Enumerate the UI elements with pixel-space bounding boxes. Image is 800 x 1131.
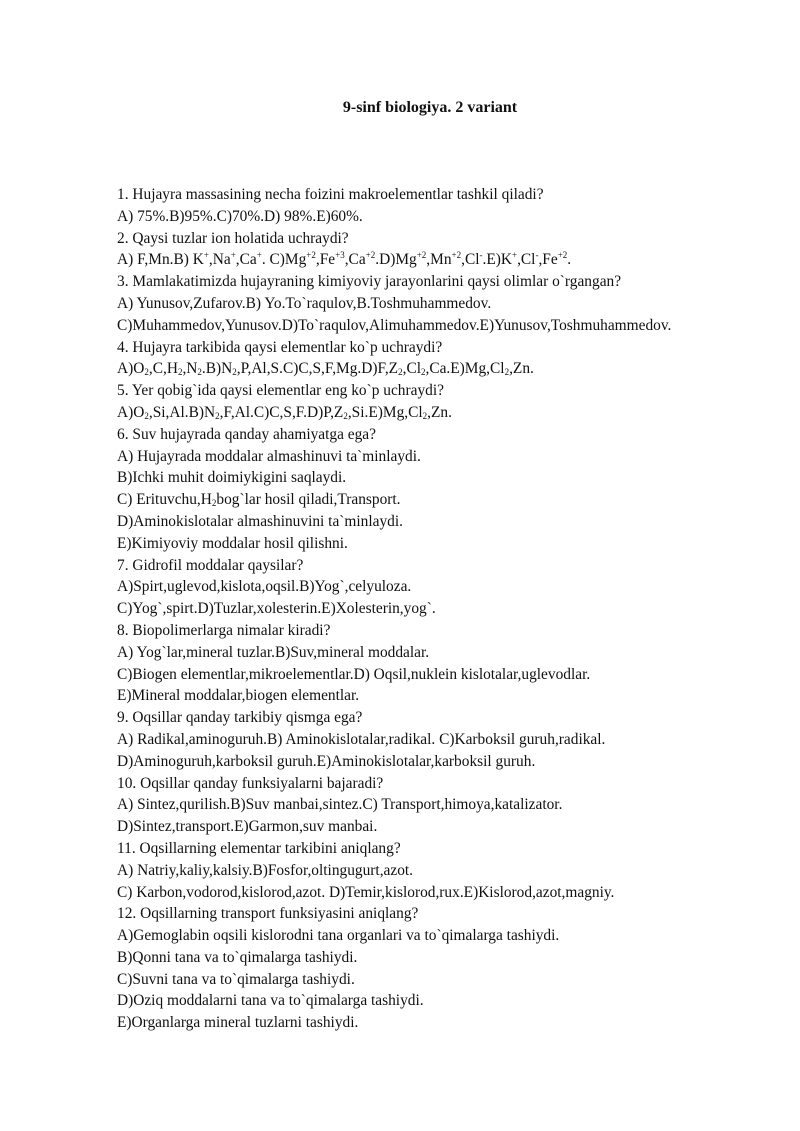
answer-line: D)Sintez,transport.E)Garmon,suv manbai. <box>117 818 378 836</box>
answer-line: C) Karbon,vodorod,kislorod,azot. D)Temir,kislorod,rux.E)Kislorod,azot,magniy. <box>117 883 615 901</box>
answer-line: B)Ichki muhit doimiykigini saqlaydi. <box>117 469 347 487</box>
answer-line: B)Qonni tana va to`qimalarga tashiydi. <box>117 948 358 966</box>
answer-line: $A)O_2,Si,Al.B)N_2,F,Al.C)C,S,F.D)P,Z_2,Si.E)Mg,Cl_2,Zn$. <box>117 403 452 421</box>
answer-line: A)Spirt,uglevod,kislota,oqsil.B)Yog`,celyuloza. <box>117 578 412 596</box>
answer-line: E)Mineral moddalar,biogen elementlar. <box>117 687 360 705</box>
question-line: 4. Hujayra tarkibida qaysi elementlar ko`p uchraydi? <box>117 338 443 356</box>
answer-line: C)Suvni tana va to`qimalarga tashiydi. <box>117 970 355 988</box>
answer-line: D)Oziq moddalarni tana va to`qimalarga tashiydi. <box>117 992 424 1010</box>
question-line: 2. Qaysi tuzlar ion holatida uchraydi? <box>117 229 349 247</box>
question-line: 6. Suv hujayrada qanday ahamiyatga ega? <box>117 425 376 443</box>
answer-line: A) Yunusov,Zufarov.B) Yo.To`raqulov,B.Toshmuhammedov. <box>117 294 492 312</box>
answer-line: $A)O_2,C,H_2,N_2.B)N_2,P,Al,S.C)C,S,F,Mg.D)F,Z_2,Cl_2,Ca.E)Mg,Cl_2,Zn$. <box>117 360 534 378</box>
answer-line: A) Sintez,qurilish.B)Suv manbai,sintez.C) Transport,himoya,katalizator. <box>117 796 563 814</box>
question-list <box>117 184 747 1034</box>
answer-line: C)Biogen elementlar,mikroelementlar.D) Oqsil,nuklein kislotalar,uglevodlar. <box>117 665 591 683</box>
answer-line: A) F,Mn.B) K+,Na+,Ca+. $C)Mg^{+2},Fe^{+3},Ca^{+2}.D)Mg^{+2},Mn^{+2},Cl^-.E)K^+,Cl^-,Fe^{+2}$. <box>117 250 572 269</box>
answer-line: A)Gemoglabin oqsili kislorodni tana organlari va to`qimalarga tashiydi. <box>117 927 560 945</box>
question-line: 10. Oqsillar qanday funksiyalarni bajaradi? <box>117 774 384 792</box>
answer-line: A) Radikal,aminoguruh.B) Aminokislotalar,radikal. C)Karboksil guruh,radikal. <box>117 730 606 748</box>
question-line: 9. Oqsillar qanday tarkibiy qismga ega? <box>117 709 363 727</box>
answer-line: C) $Erituvchu,H_2bog`lar$ hosil qiladi,Transport. <box>117 491 401 509</box>
question-line: 1. Hujayra massasining necha foizini makroelementlar tashkil qiladi? <box>117 186 544 203</box>
answer-line: A) Natriy,kaliy,kalsiy.B)Fosfor,oltingugurt,azot. <box>117 861 414 879</box>
answer-line: A) Yog`lar,mineral tuzlar.B)Suv,mineral moddalar. <box>117 643 430 661</box>
page-title: 9-sinf biologiya. 2 variant <box>342 99 518 116</box>
question-line: 12. Oqsillarning transport funksiyasini aniqlang? <box>117 905 419 923</box>
question-line: 11. Oqsillarning elementar tarkibini aniqlang? <box>117 839 401 857</box>
answer-line: C)Yog`,spirt.D)Tuzlar,xolesterin.E)Xolesterin,yog`. <box>117 600 436 618</box>
question-line: 7. Gidrofil moddalar qaysilar? <box>117 556 304 574</box>
question-line: 3. Mamlakatimizda hujayraning kimiyoviy jarayonlarini qaysi olimlar o`rgangan? <box>117 273 622 291</box>
question-line: 8. Biopolimerlarga nimalar kiradi? <box>117 621 331 639</box>
answer-line: E)Kimiyoviy moddalar hosil qilishni. <box>117 534 348 552</box>
answer-line: D)Aminokislotalar almashinuvini ta`minlaydi. <box>117 512 403 530</box>
question-line: 5. Yer qobig`ida qaysi elementlar eng ko`p uchraydi? <box>117 382 444 400</box>
answer-line: A) 75%.B)95%.C)70%.D) 98%.E)60%. <box>117 207 363 225</box>
answer-line: E)Organlarga mineral tuzlarni tashiydi. <box>117 1014 359 1032</box>
answer-line: A) Hujayrada moddalar almashinuvi ta`minlaydi. <box>117 447 421 465</box>
answer-line: C)Muhammedov,Yunusov.D)To`raqulov,Alimuhammedov.E)Yunusov,Toshmuhammedov. <box>117 316 672 334</box>
answer-line: D)Aminoguruh,karboksil guruh.E)Aminokislotalar,karboksil guruh. <box>117 752 536 770</box>
